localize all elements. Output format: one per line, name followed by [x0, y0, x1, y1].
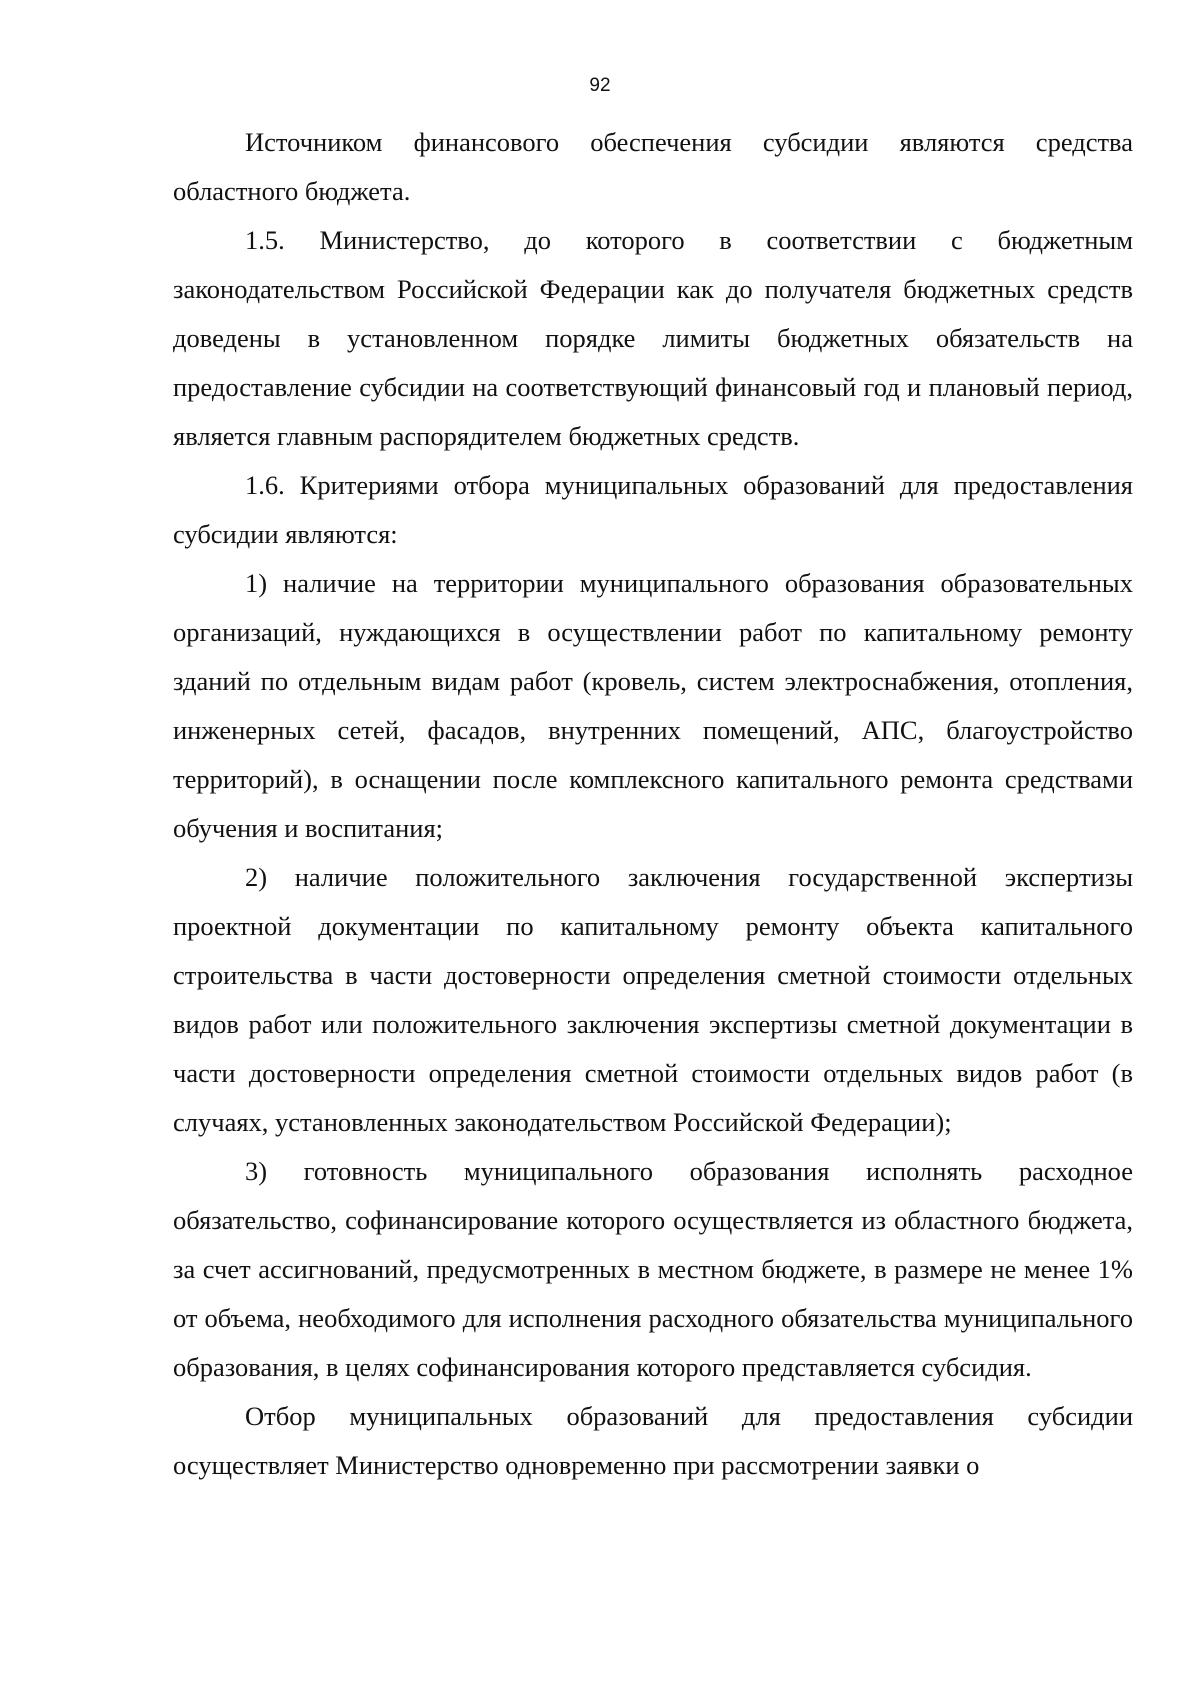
criteria-item-2: 2) наличие положительного заключения государственной экспертизы проектной документации по капитальному ремонту объекта капитального строительства в части достоверности определения сметной стоимости отдельных видов работ или положительного заключения экспертизы сметной документации в части достоверности определения сметной стоимости отдельных видов работ (в случаях, установленных законодательством Российской Федерации);: [173, 862, 1133, 1137]
criteria-item-3: 3) готовность муниципального образования исполнять расходное обязательство, софинансирование которого осуществляется из областного бюджета, за счет ассигнований, предусмотренных в местном бюджете, в размере не менее 1% от объема, необходимого для исполнения расходного обязательства муниципального образования, в целях софинансирования которого представляется субсидия.: [173, 1156, 1133, 1382]
criteria-item-1: 1) наличие на территории муниципального образования образовательных организаций, нуждающихся в осуществлении работ по капитальному ремонту зданий по отдельным видам работ (кровель, систем электроснабжения, отопления, инженерных сетей, фасадов, внутренних помещений, АПС, благоустройство территорий), в оснащении после комплексного капитального ремонта средствами обучения и воспитания;: [173, 568, 1133, 843]
paragraph-1-5-ministry: 1.5. Министерство, до которого в соответствии с бюджетным законодательством Российской Федерации как до получателя бюджетных средств доведены в установленном порядке лимиты бюджетных обязательств на предоставление субсидии на соответствующий финансовый год и плановый период, является главным распорядителем бюджетных средств.: [173, 225, 1133, 451]
document-body: [173, 118, 1133, 1490]
paragraph-funding-source: Источником финансового обеспечения субсидии являются средства областного бюджета.: [173, 127, 1133, 206]
paragraph-selection: Отбор муниципальных образований для предоставления субсидии осуществляет Министерство одновременно при рассмотрении заявки о: [173, 1401, 1133, 1480]
paragraph-1-6-criteria: 1.6. Критериями отбора муниципальных образований для предоставления субсидии являются:: [173, 470, 1133, 549]
page-number: 92: [589, 75, 611, 96]
